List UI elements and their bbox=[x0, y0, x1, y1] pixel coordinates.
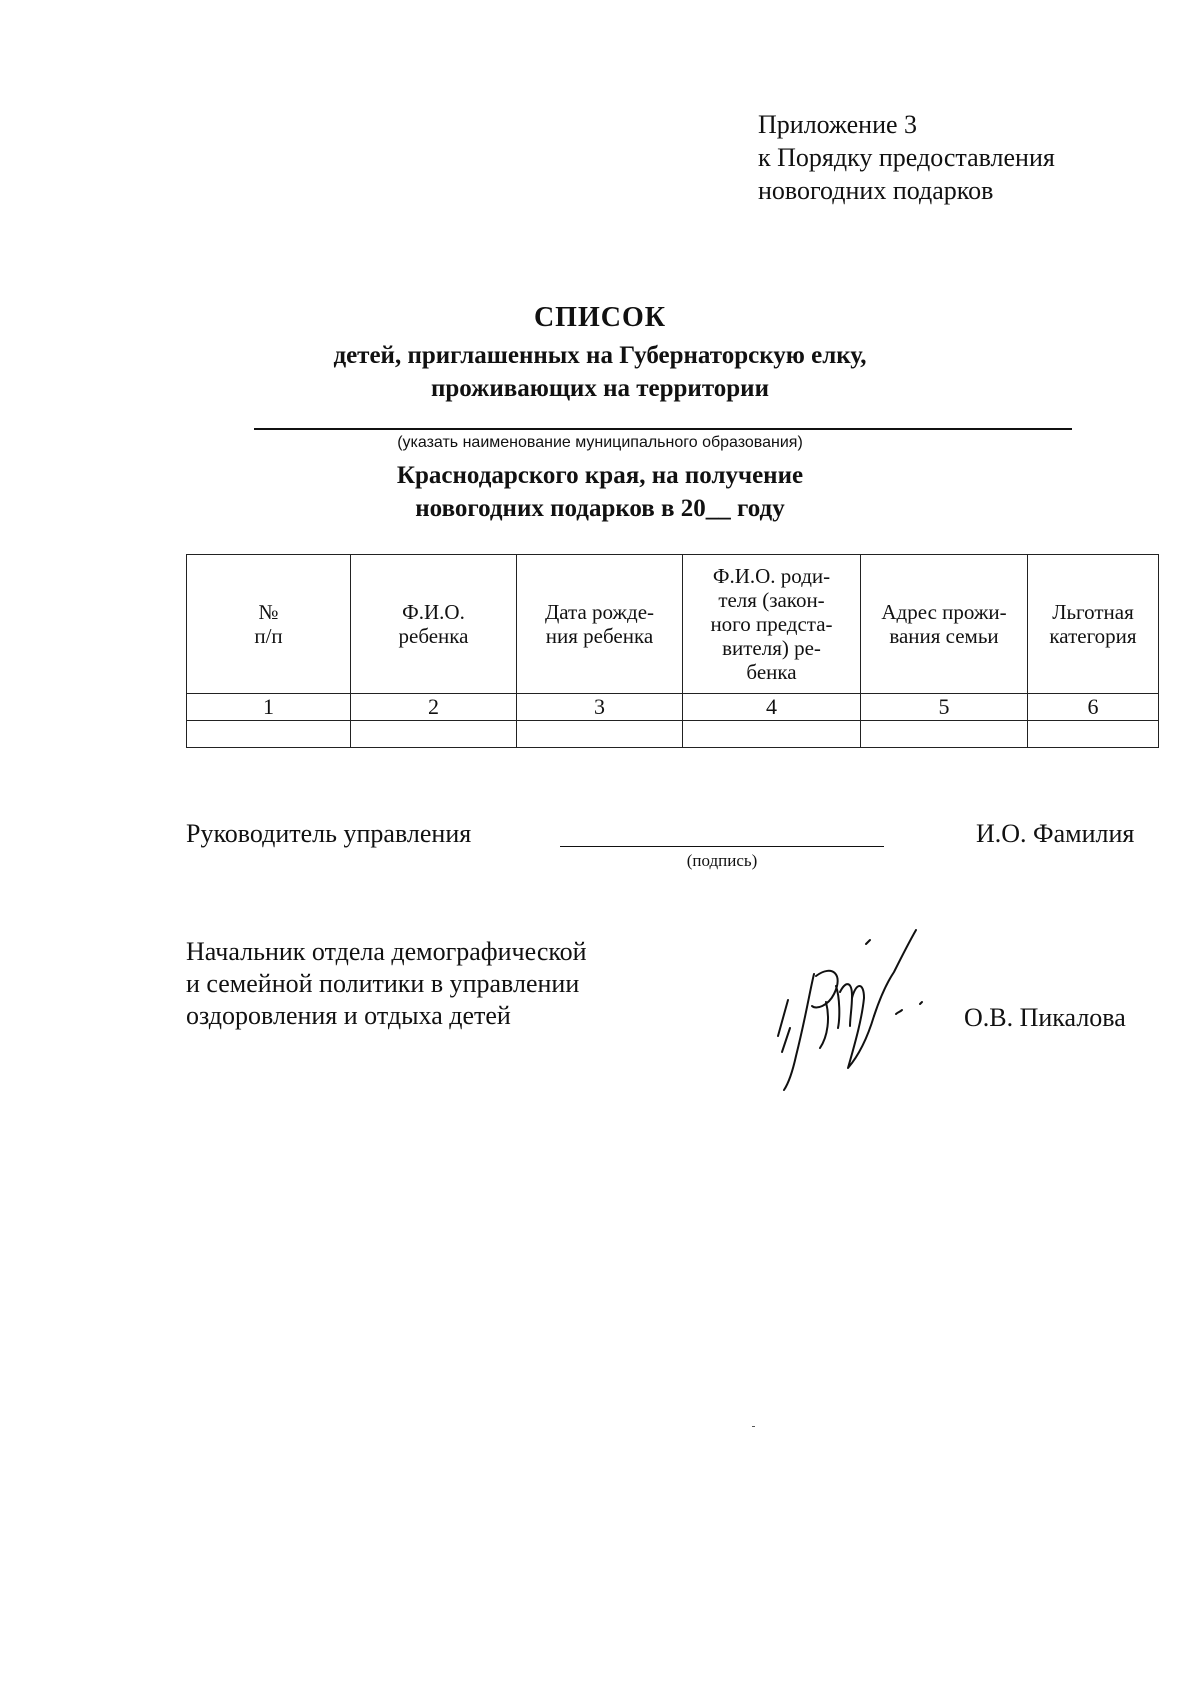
handwritten-signature bbox=[770, 924, 950, 1094]
empty-cell bbox=[351, 721, 517, 748]
header-cell-birth-date: Дата рожде- ния ребенка bbox=[517, 555, 683, 694]
appendix-line-3: новогодних подарков bbox=[758, 176, 994, 205]
appendix-line-2: к Порядку предоставления bbox=[758, 143, 1055, 172]
header-cell-parent-name: Ф.И.О. роди- теля (закон- ного предста- вителя) ре- бенка bbox=[683, 555, 861, 694]
column-number-cell: 2 bbox=[351, 694, 517, 721]
children-list-table bbox=[186, 554, 1159, 748]
appendix-header bbox=[758, 108, 1055, 207]
empty-cell bbox=[1028, 721, 1159, 748]
municipality-fill-line bbox=[254, 428, 1072, 430]
header-cell-child-name: Ф.И.О. ребенка bbox=[351, 555, 517, 694]
column-number-cell: 1 bbox=[187, 694, 351, 721]
municipality-fill-caption: (указать наименование муниципального образования) bbox=[397, 434, 803, 451]
chief-name: О.В. Пикалова bbox=[964, 1003, 1126, 1032]
title-line-4: новогодних подарков в 20__ году bbox=[415, 495, 785, 522]
document-title: СПИСОК bbox=[533, 302, 667, 333]
column-number-row bbox=[187, 694, 1159, 721]
head-name: И.О. Фамилия bbox=[976, 819, 1135, 848]
empty-cell bbox=[187, 721, 351, 748]
column-number-cell: 3 bbox=[517, 694, 683, 721]
title-line-2: проживающих на территории bbox=[431, 375, 769, 402]
chief-position-line-2: и семейной политики в управлении bbox=[186, 969, 580, 998]
chief-position-label bbox=[186, 936, 587, 1032]
signature-caption: (подпись) bbox=[686, 851, 758, 870]
chief-position-line-1: Начальник отдела демографической bbox=[186, 937, 587, 966]
table-row bbox=[187, 721, 1159, 748]
head-position-label: Руководитель управления bbox=[186, 819, 472, 848]
signature-line bbox=[560, 846, 884, 847]
empty-cell bbox=[861, 721, 1028, 748]
title-line-1: детей, приглашенных на Губернаторскую елку, bbox=[333, 342, 867, 369]
header-cell-number: № п/п bbox=[187, 555, 351, 694]
header-cell-category: Льготная категория bbox=[1028, 555, 1159, 694]
table-header-row bbox=[187, 555, 1159, 694]
empty-cell bbox=[517, 721, 683, 748]
chief-position-line-3: оздоровления и отдыха детей bbox=[186, 1001, 511, 1030]
header-cell-address: Адрес прожи- вания семьи bbox=[861, 555, 1028, 694]
empty-cell bbox=[683, 721, 861, 748]
column-number-cell: 6 bbox=[1028, 694, 1159, 721]
appendix-line-1: Приложение 3 bbox=[758, 110, 918, 139]
column-number-cell: 4 bbox=[683, 694, 861, 721]
column-number-cell: 5 bbox=[861, 694, 1028, 721]
title-line-3: Краснодарского края, на получение bbox=[396, 462, 804, 489]
scan-speck bbox=[752, 1426, 755, 1427]
